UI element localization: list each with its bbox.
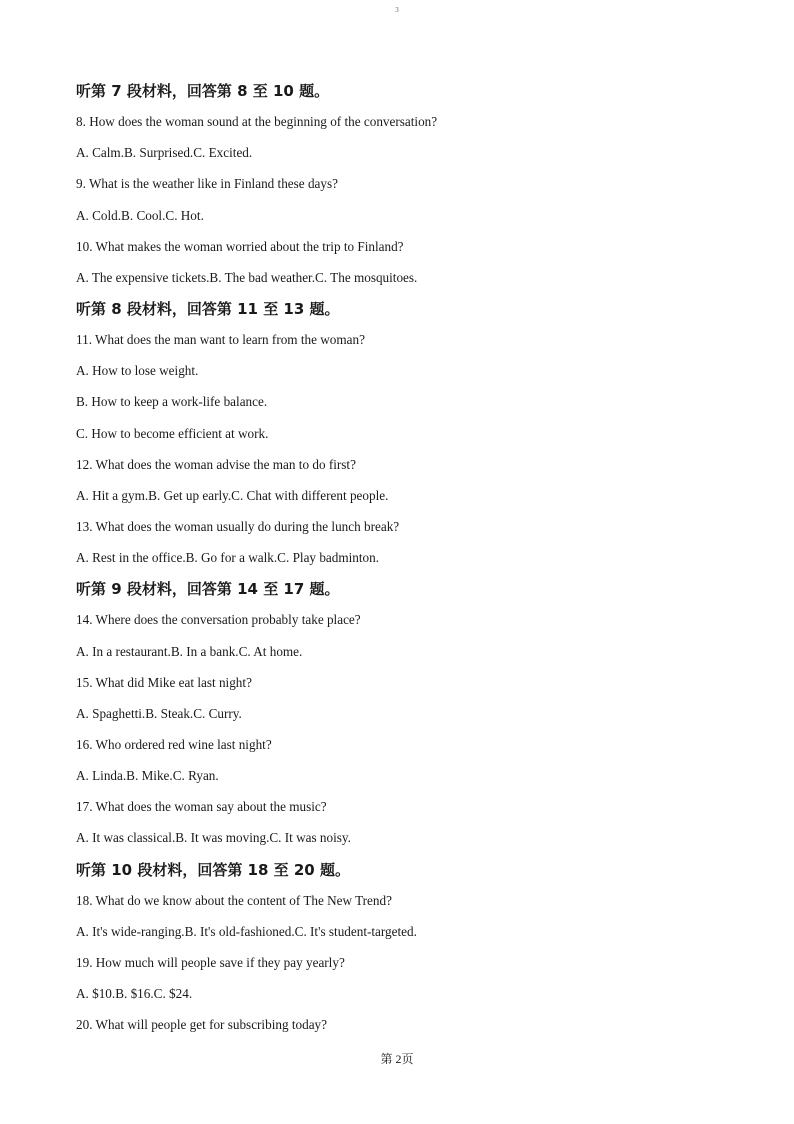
answer-options: A. The expensive tickets.B. The bad weather.C. The mosquitoes.	[76, 269, 418, 285]
question-text: 18. What do we know about the content of The New Trend?	[76, 892, 392, 908]
document-body	[76, 80, 736, 1045]
section-heading: 听第 10 段材料，回答第 18 至 20 题。	[76, 860, 350, 879]
page-number: 第 2页	[380, 1052, 414, 1066]
answer-options: A. $10.B. $16.C. $24.	[76, 986, 193, 1002]
question-text: 20. What will people get for subscribing today?	[76, 1017, 327, 1033]
answer-options: A. Spaghetti.B. Steak.C. Curry.	[76, 705, 242, 721]
section-heading: 听第 8 段材料，回答第 11 至 13 题。	[76, 299, 340, 318]
answer-option: C. How to become efficient at work.	[76, 425, 269, 441]
question-text: 15. What did Mike eat last night?	[76, 674, 252, 690]
question-text: 14. Where does the conversation probably take place?	[76, 612, 361, 628]
answer-options: A. Calm.B. Surprised.C. Excited.	[76, 145, 253, 161]
answer-options: A. Hit a gym.B. Get up early.C. Chat with different people.	[76, 487, 389, 503]
section-heading: 听第 9 段材料，回答第 14 至 17 题。	[76, 580, 340, 599]
question-text: 10. What makes the woman worried about the trip to Finland?	[76, 238, 404, 254]
question-text: 17. What does the woman say about the music?	[76, 799, 327, 815]
question-text: 12. What does the woman advise the man to do first?	[76, 456, 356, 472]
answer-options: A. Linda.B. Mike.C. Ryan.	[76, 768, 219, 784]
question-text: 13. What does the woman usually do during the lunch break?	[76, 518, 400, 534]
question-text: 16. Who ordered red wine last night?	[76, 736, 272, 752]
section-heading: 听第 7 段材料，回答第 8 至 10 题。	[76, 82, 330, 100]
answer-option: B. How to keep a work-life balance.	[76, 394, 268, 410]
question-text: 8. How does the woman sound at the beginning of the conversation?	[76, 114, 438, 130]
answer-options: A. It was classical.B. It was moving.C. It was noisy.	[76, 830, 351, 846]
page-top-mark: 3	[395, 6, 399, 14]
answer-options: A. Cold.B. Cool.C. Hot.	[76, 207, 204, 223]
question-text: 11. What does the man want to learn from the woman?	[76, 332, 365, 348]
answer-options: A. In a restaurant.B. In a bank.C. At home.	[76, 643, 303, 659]
answer-option: A. How to lose weight.	[76, 363, 199, 379]
question-text: 19. How much will people save if they pay yearly?	[76, 954, 345, 970]
answer-options: A. It's wide-ranging.B. It's old-fashioned.C. It's student-targeted.	[76, 923, 417, 939]
question-text: 9. What is the weather like in Finland these days?	[76, 176, 338, 192]
answer-options: A. Rest in the office.B. Go for a walk.C. Play badminton.	[76, 550, 380, 566]
